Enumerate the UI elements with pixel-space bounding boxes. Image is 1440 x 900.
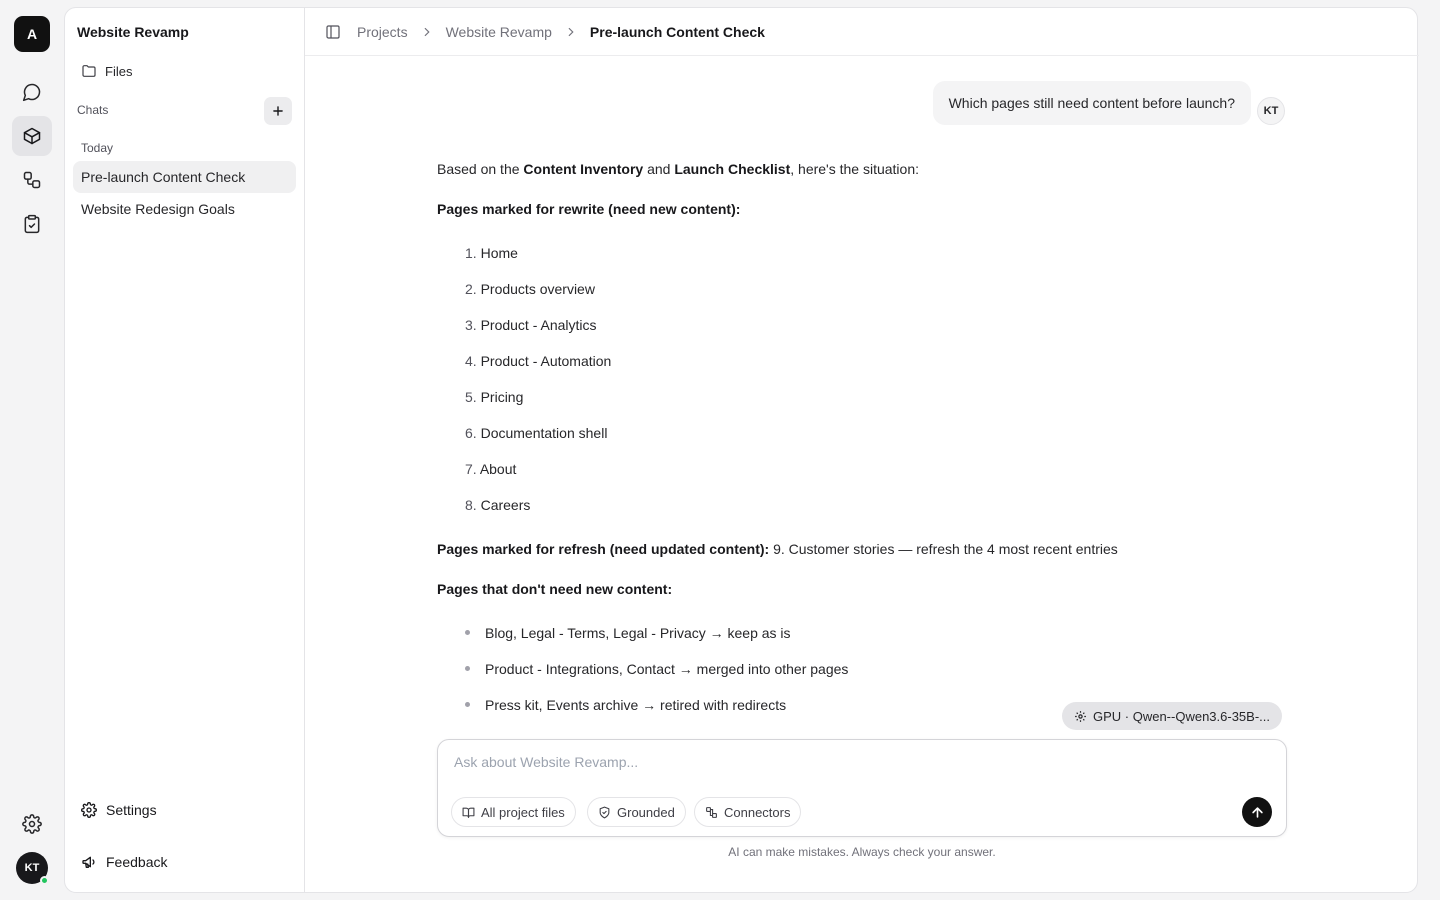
answer-intro xyxy=(437,161,919,177)
cube-icon xyxy=(22,126,42,146)
chat-nav-button[interactable] xyxy=(12,72,52,112)
intro-mid: and xyxy=(643,161,675,177)
folder-icon xyxy=(81,63,97,79)
files-link[interactable] xyxy=(81,63,132,79)
list-item: 7. About xyxy=(465,461,517,477)
gear-icon xyxy=(22,814,42,834)
plug-icon xyxy=(705,806,718,819)
breadcrumb xyxy=(357,24,765,40)
rail-settings-button[interactable] xyxy=(12,804,52,844)
workflow-icon xyxy=(22,170,42,190)
chevron-right-icon xyxy=(420,25,434,39)
no-content-heading: Pages that don't need new content: xyxy=(437,581,673,597)
feedback-link[interactable] xyxy=(81,854,167,870)
project-title: Website Revamp xyxy=(77,24,189,40)
doc-ref-launch-checklist: Launch Checklist xyxy=(674,161,791,177)
gear-icon xyxy=(1074,710,1087,723)
workflows-nav-button[interactable] xyxy=(12,160,52,200)
megaphone-icon xyxy=(81,854,97,870)
list-item: 2. Products overview xyxy=(465,281,595,297)
user-message-text: Which pages still need content before launch? xyxy=(948,95,1235,111)
new-chat-button[interactable] xyxy=(264,97,292,125)
doc-ref-content-inventory: Content Inventory xyxy=(523,161,644,177)
chats-section-label: Chats xyxy=(77,103,109,117)
refresh-heading: Pages marked for refresh (need updated content): xyxy=(437,541,770,557)
feedback-label: Feedback xyxy=(106,854,168,870)
settings-link[interactable] xyxy=(81,802,157,818)
app-logo[interactable]: A xyxy=(14,16,50,52)
list-item: Blog, Legal - Terms, Legal - Privacy → keep as is xyxy=(485,625,791,641)
list-item: Product - Integrations, Contact → merged into other pages xyxy=(485,661,849,677)
refresh-line xyxy=(437,541,1118,557)
plus-icon xyxy=(271,104,285,118)
user-avatar[interactable] xyxy=(16,852,48,884)
chat-item-website-redesign-goals[interactable] xyxy=(73,193,296,225)
chip-label: Connectors xyxy=(724,804,791,820)
message-input[interactable] xyxy=(454,754,1214,770)
user-message-avatar: KT xyxy=(1257,97,1285,125)
intro-suffix: , here's the situation: xyxy=(790,161,919,177)
grounded-chip[interactable] xyxy=(587,797,686,827)
user-avatar-initials: KT xyxy=(24,862,40,874)
chip-label: Grounded xyxy=(617,804,675,820)
today-group-label: Today xyxy=(81,141,114,155)
sidebar-toggle-icon[interactable] xyxy=(325,24,341,40)
shield-check-icon xyxy=(598,806,611,819)
user-message-bubble xyxy=(933,81,1251,125)
app-rail xyxy=(0,0,64,900)
send-button[interactable] xyxy=(1242,797,1272,827)
book-open-icon xyxy=(462,806,475,819)
ai-disclaimer: AI can make mistakes. Always check your answer. xyxy=(728,845,996,859)
list-item: 4. Product - Automation xyxy=(465,353,612,369)
app-window xyxy=(64,7,1418,893)
list-item: 8. Careers xyxy=(465,497,531,513)
projects-nav-button[interactable] xyxy=(12,116,52,156)
list-item: 3. Product - Analytics xyxy=(465,317,597,333)
chip-label: All project files xyxy=(481,804,565,820)
top-bar xyxy=(305,8,1419,56)
files-label: Files xyxy=(105,63,133,79)
breadcrumb-project[interactable]: Website Revamp xyxy=(445,24,552,40)
message-composer xyxy=(437,739,1287,837)
chat-bubble-icon xyxy=(22,82,42,102)
chat-item-pre-launch-content-check[interactable] xyxy=(73,161,296,193)
chevron-right-icon xyxy=(564,25,578,39)
bullet-dot xyxy=(465,702,470,707)
bullet-dot xyxy=(465,630,470,635)
model-selector[interactable] xyxy=(1062,702,1282,730)
list-item: Press kit, Events archive → retired with redirects xyxy=(485,697,787,713)
gear-icon xyxy=(81,802,97,818)
list-item: 6. Documentation shell xyxy=(465,425,608,441)
list-item: 1. Home xyxy=(465,245,518,261)
clipboard-check-icon xyxy=(22,214,42,234)
tasks-nav-button[interactable] xyxy=(12,204,52,244)
assistant-answer xyxy=(437,158,1287,713)
all-project-files-chip[interactable] xyxy=(451,797,576,827)
chat-item-label: Pre-launch Content Check xyxy=(81,169,246,185)
arrow-up-icon xyxy=(1250,805,1265,820)
model-name: GPU · Qwen--Qwen3.6-35B-... xyxy=(1093,708,1270,724)
list-item: 5. Pricing xyxy=(465,389,524,405)
settings-label: Settings xyxy=(106,802,157,818)
chat-item-label: Website Redesign Goals xyxy=(81,201,235,217)
refresh-text: 9. Customer stories — refresh the 4 most recent entries xyxy=(769,541,1118,557)
bullet-dot xyxy=(465,666,470,671)
breadcrumb-projects[interactable]: Projects xyxy=(357,24,408,40)
breadcrumb-current: Pre-launch Content Check xyxy=(589,24,765,40)
intro-prefix: Based on the xyxy=(437,161,524,177)
rewrite-heading: Pages marked for rewrite (need new content): xyxy=(437,201,741,217)
chat-main xyxy=(305,8,1419,892)
project-sidebar xyxy=(65,8,305,892)
connectors-chip[interactable] xyxy=(694,797,801,827)
online-status-dot xyxy=(40,876,49,885)
